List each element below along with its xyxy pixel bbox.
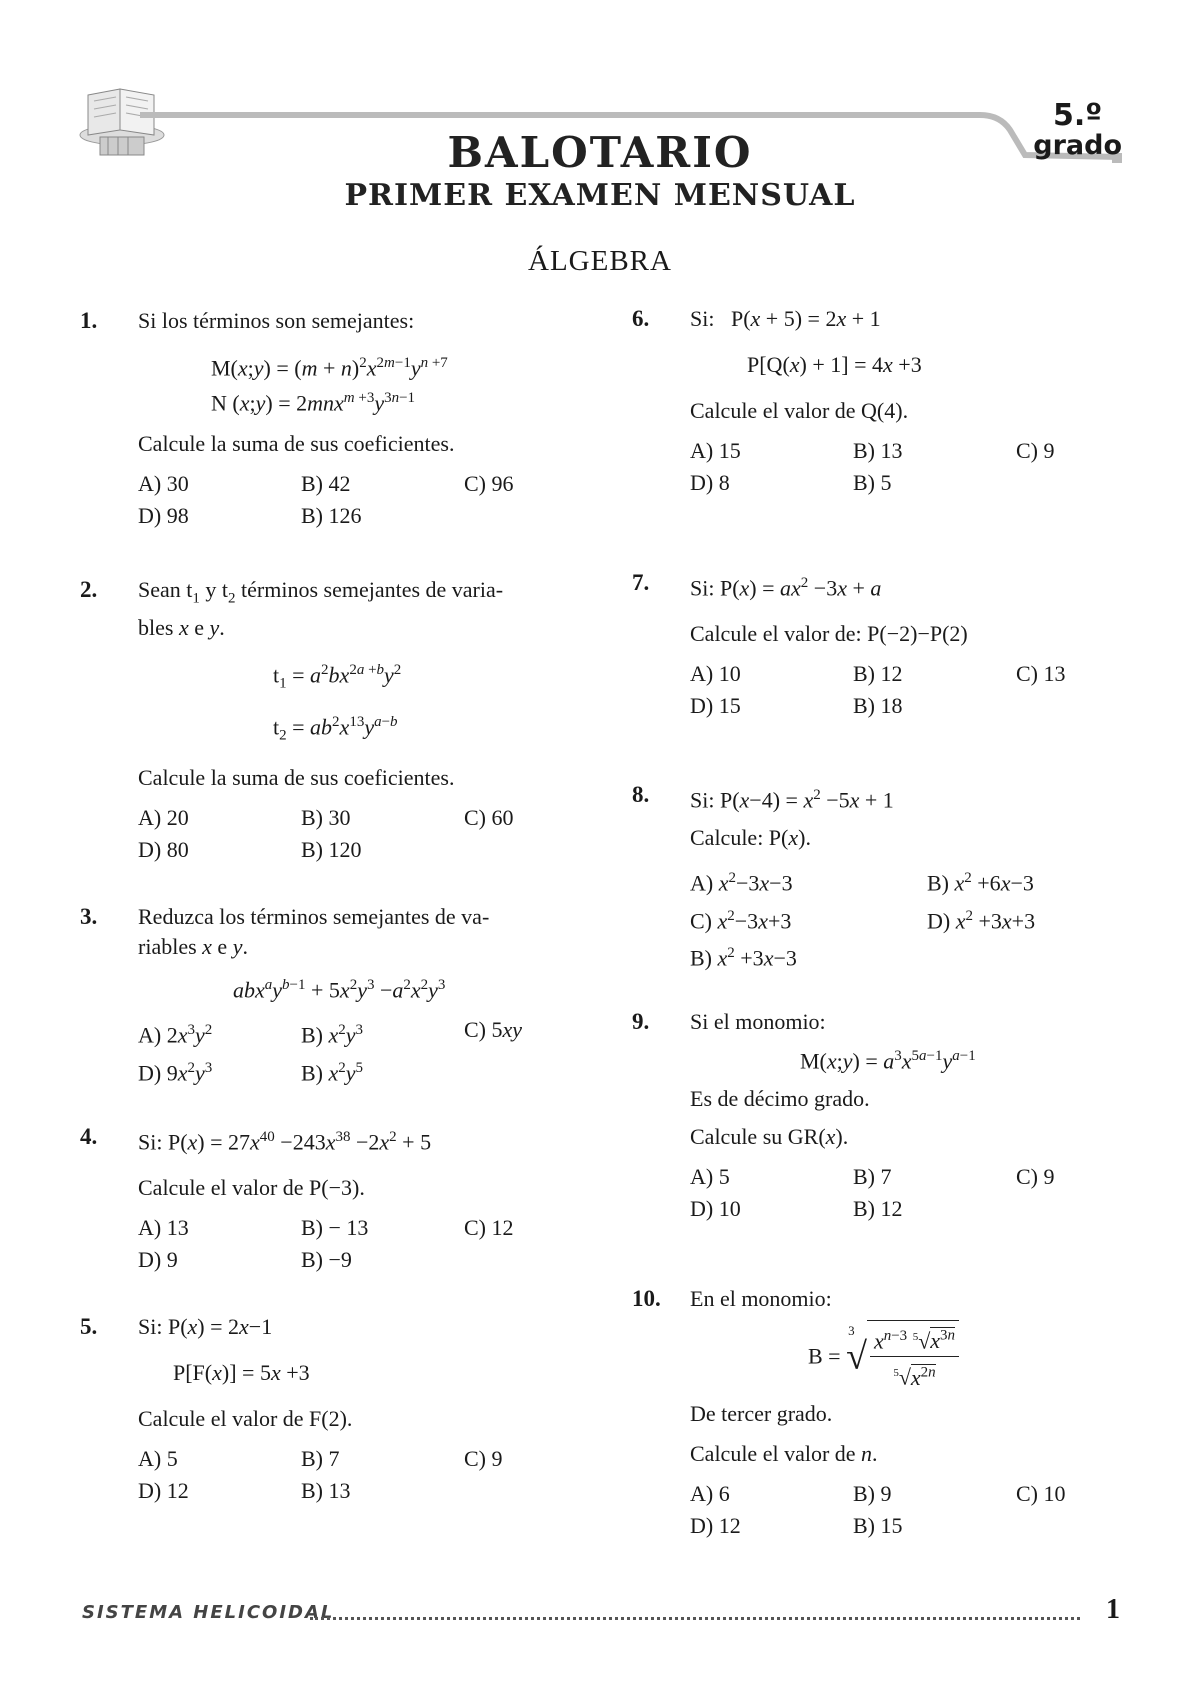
question-ask: Calcule el valor de F(2). [138,1406,353,1431]
option[interactable]: A) 6 [690,1480,730,1506]
option[interactable]: C) 12 [464,1215,514,1241]
question-ask: Calcule: P(x). [690,825,811,851]
answer-options [690,436,1132,498]
question-number: 2. [80,577,98,602]
option[interactable]: B) 126 [301,502,362,528]
option[interactable]: C) 96 [464,470,514,496]
option[interactable]: B) 9 [853,1480,892,1506]
question-9 [632,1007,1132,1224]
question-mid: De tercer grado. [690,1400,833,1426]
option[interactable]: D) $9x^2y^3$ [138,1059,213,1085]
option[interactable]: A) 10 [690,661,741,687]
question-intro-cont: bles x e y. [138,615,225,641]
formula-expression: $abx^ay^{b-1} + 5x^2y^3 -a^2x^2y^3$ [233,977,446,1003]
answer-options [138,803,580,865]
grade-word: grado [1033,129,1122,161]
option[interactable]: D) 10 [690,1196,741,1222]
question-ask: Calcule la suma de sus coeficientes. [138,430,455,456]
option[interactable]: B) 42 [301,470,351,496]
question-ask: Calcule su GR(x). [690,1124,849,1150]
subject-heading: ÁLGEBRA [528,245,672,277]
formula-t1: $t_1 = a^2bx^{2a +b}y^2$ [273,662,402,693]
question-8 [632,780,1132,973]
formula-radical: B = 3 √ $\frac{x^{n-3} ^5√x^{3n}}{^5√x^{2n}}$ [808,1320,1132,1393]
question-number: 9. [632,1009,650,1034]
option[interactable]: B) $x^2y^5$ [301,1059,364,1085]
question-ask: Calcule el valor de P(−3). [138,1175,365,1201]
option[interactable]: A) 5 [690,1164,730,1190]
question-intro: Reduzca los términos semejantes de va- [138,904,490,929]
option[interactable]: A) 20 [138,804,189,830]
option[interactable]: D) 9 [138,1247,178,1273]
question-number: 6. [632,306,650,331]
question-number: 3. [80,904,98,929]
question-statement: Si: P(x + 5) = 2x + 1 [690,306,881,331]
option[interactable]: B) 5 [853,470,892,495]
page-number: 1 [1106,1594,1120,1625]
option[interactable]: B) 7 [853,1164,892,1190]
option[interactable]: B) 13 [853,438,903,463]
question-ask: Calcule el valor de Q(4). [690,398,909,423]
question-statement: Si: $P(x-4) = x^2 -5x + 1$ [690,787,894,813]
question-intro-cont: riables x e y. [138,934,248,959]
question-number: 8. [632,782,650,807]
option[interactable]: A) $2x^3y^2$ [138,1022,213,1048]
formula-monomial: M(x;y) = $a^3x^{5a-1}y^{a-1}$ [800,1048,976,1074]
exam-subtitle: PRIMER EXAMEN MENSUAL [344,178,856,213]
question-number: 1. [80,308,98,333]
answer-options [690,659,1132,721]
option[interactable]: B) 12 [853,1196,903,1222]
option[interactable]: A) 13 [138,1215,189,1241]
question-intro: Si los términos son semejantes: [138,308,415,333]
option[interactable]: B) 7 [301,1446,340,1471]
option[interactable]: A) $x^2-3x-3$ [690,870,793,896]
option[interactable]: C) $x^2-3x+3$ [690,907,792,933]
question-ask: Calcule el valor de n. [690,1440,878,1466]
option[interactable]: D) $x^2 +3x+3$ [927,907,1036,933]
option[interactable]: B) $x^2y^3$ [301,1022,364,1048]
question-1 [80,306,580,531]
question-2 [80,575,580,865]
option[interactable]: D) 80 [138,836,189,862]
option[interactable]: D) 12 [690,1512,741,1538]
option[interactable]: B) 15 [853,1512,903,1538]
answer-options [138,1015,580,1088]
question-intro: Sean $t_1$ y $t_2$ términos semejantes de varia- [138,577,504,607]
answer-options [690,1162,1132,1224]
option[interactable]: B) 30 [301,804,351,830]
formula-t2: $t_2 = ab^2x^{13}y^{a-b}$ [273,714,398,744]
question-3 [80,902,580,1088]
question-7 [632,568,1132,721]
option[interactable]: D) 12 [138,1478,189,1503]
option[interactable]: C) 10 [1016,1480,1066,1506]
question-ask: Calcule la suma de sus coeficientes. [138,764,455,790]
option[interactable]: C) 9 [1016,1164,1055,1190]
option[interactable]: B) 18 [853,693,903,719]
option[interactable]: B) − 13 [301,1215,369,1241]
question-number: 7. [632,570,650,595]
option[interactable]: B) −9 [301,1247,352,1273]
formula-m: M(x;y) = $(m + n)^2x^{2m-1}y^{n +7}$ [211,355,448,381]
option[interactable]: B) 120 [301,836,362,862]
answer-options [690,1479,1132,1541]
question-5 [80,1312,580,1506]
question-6 [632,304,1132,498]
question-statement: Si: $P(x) = 27x^{40} -243x^{38} -2x^2 + 5$ [138,1129,432,1155]
question-number: 4. [80,1124,98,1149]
question-intro: En el monomio: [690,1286,832,1311]
question-intro: Si el monomio: [690,1009,826,1034]
cube-root: 3 √ $\frac{x^{n-3} ^5√x^{3n}}{^5√x^{2n}}$ [846,1320,959,1393]
option[interactable]: C) 13 [1016,661,1066,687]
question-statement: Si: $P(x) = ax^2 -3x + a$ [690,575,882,601]
option[interactable]: C) 9 [1016,438,1055,463]
option[interactable]: A) 30 [138,470,189,496]
exam-title: BALOTARIO [447,128,753,177]
formula-pq: P[Q(x) + 1] = 4x +3 [747,352,922,377]
option[interactable]: C) 9 [464,1446,503,1471]
question-mid: Es de décimo grado. [690,1086,870,1112]
grade-number: 5.º [1053,98,1103,133]
option[interactable]: B) $x^2 +3x-3$ [690,944,797,971]
answer-options [138,469,580,531]
option[interactable]: B) 12 [853,661,903,687]
option[interactable]: C) 5xy [464,1017,523,1043]
formula-pf: P[F(x)] = 5x +3 [173,1360,310,1385]
option[interactable]: A) 5 [138,1446,178,1471]
grade-badge [1033,100,1122,160]
footer-system-label: SISTEMA HELICOIDAL [82,1602,335,1623]
question-4 [80,1122,580,1275]
option[interactable]: B) 13 [301,1478,351,1503]
option[interactable]: A) 15 [690,438,741,463]
option[interactable]: D) 8 [690,470,730,495]
question-ask: Calcule el valor de: P(−2)−P(2) [690,621,968,647]
question-number: 5. [80,1314,98,1339]
footer-divider [310,1617,1080,1620]
formula-n: N (x;y) = $2mnx^{m +3}y^{3n-1}$ [211,390,416,416]
answer-options [138,1444,580,1506]
question-10 [632,1284,1132,1541]
question-statement: Si: P(x) = 2x−1 [138,1314,273,1339]
question-number: 10. [632,1286,661,1311]
answer-options [138,1213,580,1275]
option[interactable]: D) 98 [138,502,189,528]
answer-options [690,863,1132,973]
option[interactable]: D) 15 [690,693,741,719]
option[interactable]: C) 60 [464,804,514,830]
option[interactable]: B) $x^2 +6x-3$ [927,870,1034,896]
